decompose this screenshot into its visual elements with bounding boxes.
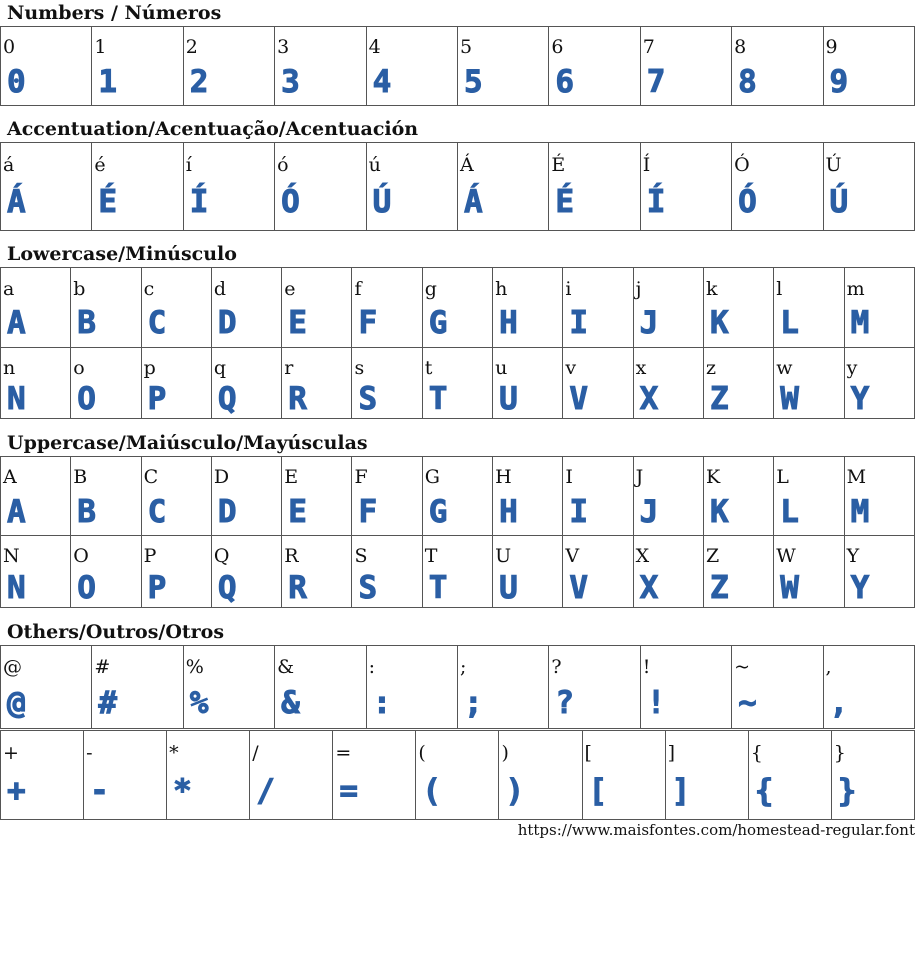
glyph-cell (71, 348, 141, 419)
glyph-cell (333, 731, 416, 820)
font-glyph-sample: M (850, 305, 870, 341)
font-glyph-sample: I (569, 494, 589, 530)
character-label: ~ (734, 656, 751, 678)
character-label: z (705, 357, 716, 379)
character-label: U (495, 545, 512, 567)
glyph-cell (1, 731, 84, 820)
character-label: 2 (185, 36, 198, 58)
font-glyph-sample: Ó (738, 184, 757, 220)
character-label: G (424, 466, 440, 488)
glyph-cell (640, 143, 731, 231)
glyph-cell (422, 457, 492, 536)
lowercase-heading: Lowercase/Minúsculo (7, 243, 237, 265)
glyph-cell (211, 536, 281, 608)
glyph-cell (844, 457, 914, 536)
character-label: x (635, 357, 647, 379)
character-label: F (354, 466, 368, 488)
glyph-cell (549, 143, 640, 231)
character-label: - (86, 742, 93, 764)
character-label: r (284, 357, 294, 379)
font-glyph-sample: ; (463, 685, 483, 721)
glyph-cell (366, 143, 457, 231)
glyph-cell (549, 27, 640, 106)
font-glyph-sample: K (709, 305, 729, 341)
glyph-cell (563, 536, 633, 608)
font-glyph-sample: N (7, 570, 26, 606)
character-label: f (354, 278, 362, 300)
character-label: É (551, 154, 566, 176)
glyph-cell (703, 457, 773, 536)
font-glyph-sample: Ú (829, 184, 849, 220)
character-label: J (635, 466, 644, 488)
character-label: k (705, 278, 718, 300)
glyph-cell (493, 348, 563, 419)
font-glyph-sample: G (428, 305, 448, 341)
glyph-cell (211, 457, 281, 536)
character-label: C (143, 466, 159, 488)
glyph-cell (141, 457, 211, 536)
character-label: Ó (734, 154, 750, 176)
font-glyph-sample: T (428, 381, 448, 417)
font-glyph-sample: 8 (738, 64, 757, 100)
glyph-cell (422, 536, 492, 608)
glyph-cell (1, 268, 71, 348)
glyph-cell (352, 536, 422, 608)
character-label: ] (667, 742, 676, 764)
font-glyph-sample: Z (709, 570, 729, 606)
glyph-cell (1, 143, 92, 231)
glyph-cell (493, 457, 563, 536)
character-label: N (3, 545, 20, 567)
font-glyph-sample: N (7, 381, 26, 417)
glyph-cell (633, 457, 703, 536)
glyph-cell (282, 536, 352, 608)
font-glyph-sample: J (639, 494, 659, 530)
glyph-cell (493, 268, 563, 348)
character-label: B (73, 466, 88, 488)
character-label: Y (846, 545, 860, 567)
font-glyph-sample: Á (463, 184, 483, 220)
character-label: u (495, 357, 508, 379)
glyph-cell (633, 536, 703, 608)
font-glyph-sample: L (780, 305, 799, 341)
character-label: o (73, 357, 85, 379)
glyph-cell (211, 348, 281, 419)
character-label: 7 (642, 36, 655, 58)
glyph-cell (640, 27, 731, 106)
character-label: : (368, 656, 375, 678)
glyph-cell (141, 268, 211, 348)
character-label: E (284, 466, 299, 488)
character-label: j (635, 278, 642, 300)
character-label: A (3, 466, 17, 488)
font-glyph-sample: W (780, 570, 799, 606)
character-label: t (424, 357, 433, 379)
character-label: i (565, 278, 572, 300)
glyph-cell (457, 646, 548, 729)
font-glyph-sample: C (147, 305, 167, 341)
character-label: T (424, 545, 438, 567)
character-label: P (143, 545, 157, 567)
character-label: 5 (459, 36, 473, 58)
character-label: 3 (277, 36, 290, 58)
font-glyph-sample: @ (7, 685, 26, 721)
font-glyph-sample: - (90, 773, 109, 809)
font-glyph-sample: [ (588, 773, 608, 809)
character-label: ! (642, 656, 651, 678)
glyph-cell (774, 268, 844, 348)
character-label: ( (418, 742, 426, 764)
character-label: y (846, 357, 858, 379)
glyph-cell (275, 143, 366, 231)
font-glyph-sample: O (77, 570, 96, 606)
glyph-cell (84, 731, 167, 820)
font-glyph-sample: 5 (463, 64, 483, 100)
numbers-row (1, 27, 915, 106)
glyph-cell (211, 268, 281, 348)
font-glyph-sample: Q (217, 570, 237, 606)
character-label: s (354, 357, 365, 379)
glyph-cell (703, 348, 773, 419)
character-label: % (185, 656, 204, 678)
character-label: H (495, 466, 512, 488)
character-label: @ (3, 656, 22, 678)
font-glyph-sample: } (837, 773, 857, 809)
font-glyph-sample: P (147, 381, 167, 417)
character-label: Z (705, 545, 720, 567)
font-glyph-sample: Z (709, 381, 729, 417)
character-label: X (635, 545, 650, 567)
font-glyph-sample: / (256, 773, 275, 809)
font-glyph-sample: X (639, 570, 659, 606)
glyph-cell (282, 348, 352, 419)
character-label: } (833, 742, 846, 764)
lowercase-row-2 (1, 348, 915, 419)
font-glyph-sample: I (569, 305, 589, 341)
font-glyph-sample: X (639, 381, 659, 417)
glyph-cell (582, 731, 665, 820)
font-glyph-sample: H (499, 494, 518, 530)
glyph-cell (141, 348, 211, 419)
glyph-cell (422, 268, 492, 348)
glyph-cell (774, 457, 844, 536)
glyph-cell (366, 27, 457, 106)
character-label: w (776, 357, 793, 379)
character-label: Q (213, 545, 230, 567)
font-glyph-sample: 7 (646, 64, 666, 100)
font-glyph-sample: % (189, 685, 209, 721)
character-label: K (705, 466, 721, 488)
glyph-cell (92, 143, 183, 231)
glyph-cell (549, 646, 640, 729)
character-label: , (825, 656, 832, 678)
glyph-cell (831, 731, 914, 820)
font-glyph-sample: : (372, 685, 392, 721)
others-grid-2 (0, 730, 915, 820)
font-glyph-sample: Y (850, 381, 870, 417)
lowercase-grid (0, 267, 915, 419)
others-row-1 (1, 646, 915, 729)
glyph-cell (774, 536, 844, 608)
character-label: & (277, 656, 295, 678)
character-label: 4 (368, 36, 381, 58)
glyph-cell (167, 731, 250, 820)
font-glyph-sample: R (288, 381, 307, 417)
glyph-cell (844, 536, 914, 608)
glyph-cell (141, 536, 211, 608)
font-glyph-sample: C (147, 494, 167, 530)
font-glyph-sample: A (7, 494, 26, 530)
font-glyph-sample: 6 (555, 64, 575, 100)
font-glyph-sample: Y (850, 570, 870, 606)
character-label: v (565, 357, 577, 379)
font-glyph-sample: E (288, 305, 307, 341)
font-glyph-sample: # (98, 685, 118, 721)
glyph-cell (71, 536, 141, 608)
font-glyph-sample: 3 (281, 64, 300, 100)
glyph-cell (275, 27, 366, 106)
character-label: p (143, 357, 156, 379)
accents-row (1, 143, 915, 231)
character-label: = (335, 742, 352, 764)
character-label: R (284, 545, 299, 567)
character-label: { (750, 742, 763, 764)
character-label: O (73, 545, 89, 567)
font-glyph-sample: L (780, 494, 799, 530)
character-label: n (3, 357, 16, 379)
character-label: ; (459, 656, 467, 678)
font-glyph-sample: Q (217, 381, 237, 417)
glyph-cell (823, 27, 914, 106)
glyph-cell (703, 536, 773, 608)
font-glyph-sample: V (569, 570, 589, 606)
font-glyph-sample: ( (422, 773, 442, 809)
glyph-cell (844, 348, 914, 419)
character-label: S (354, 545, 368, 567)
glyph-cell (352, 457, 422, 536)
glyph-cell (422, 348, 492, 419)
font-glyph-sample: + (7, 773, 26, 809)
font-glyph-sample: U (499, 381, 518, 417)
font-glyph-sample: 1 (98, 64, 118, 100)
font-glyph-sample: ! (646, 685, 666, 721)
font-glyph-sample: D (217, 494, 237, 530)
character-label: q (213, 357, 227, 379)
glyph-cell (1, 536, 71, 608)
font-glyph-sample: B (77, 305, 96, 341)
character-label: m (846, 278, 865, 300)
glyph-cell (457, 143, 548, 231)
glyph-cell (665, 731, 748, 820)
glyph-cell (250, 731, 333, 820)
lowercase-row-1 (1, 268, 915, 348)
glyph-cell (183, 143, 274, 231)
character-label: h (495, 278, 508, 300)
font-glyph-sample: É (555, 184, 575, 220)
font-glyph-sample: A (7, 305, 26, 341)
glyph-cell (563, 268, 633, 348)
glyph-cell (823, 143, 914, 231)
character-label: 9 (825, 36, 838, 58)
glyph-cell (563, 348, 633, 419)
font-glyph-sample: * (173, 773, 192, 809)
font-glyph-sample: O (77, 381, 96, 417)
font-glyph-sample: W (780, 381, 799, 417)
character-label: 8 (734, 36, 747, 58)
font-glyph-sample: Ó (281, 184, 300, 220)
character-label: + (3, 742, 19, 764)
glyph-cell (703, 268, 773, 348)
glyph-cell (1, 348, 71, 419)
glyph-cell (352, 348, 422, 419)
font-glyph-sample: , (829, 685, 849, 721)
character-label: l (776, 278, 783, 300)
uppercase-row-1 (1, 457, 915, 536)
character-label: M (846, 466, 867, 488)
character-label: ? (551, 656, 562, 678)
glyph-cell (1, 457, 71, 536)
others-heading: Others/Outros/Otros (7, 621, 225, 643)
character-label: c (143, 278, 155, 300)
font-glyph-sample: & (281, 685, 300, 721)
character-label: b (73, 278, 86, 300)
glyph-cell (183, 646, 274, 729)
font-glyph-sample: 4 (372, 64, 392, 100)
glyph-cell (416, 731, 499, 820)
glyph-cell (457, 27, 548, 106)
accents-heading: Accentuation/Acentuação/Acentuación (7, 118, 419, 140)
character-label: 0 (3, 36, 16, 58)
glyph-cell (732, 646, 823, 729)
glyph-cell (1, 646, 92, 729)
character-label: L (776, 466, 789, 488)
character-label: e (284, 278, 296, 300)
character-label: / (252, 742, 259, 764)
character-label: [ (584, 742, 592, 764)
character-label: Á (459, 154, 474, 176)
font-glyph-sample: Á (7, 184, 26, 220)
font-glyph-sample: E (288, 494, 307, 530)
numbers-heading: Numbers / Números (7, 2, 222, 24)
glyph-cell (499, 731, 582, 820)
glyph-cell (493, 536, 563, 608)
accents-grid (0, 142, 915, 231)
character-label: á (3, 154, 15, 176)
glyph-cell (823, 646, 914, 729)
character-label: Í (642, 154, 651, 176)
glyph-cell (71, 268, 141, 348)
glyph-cell (748, 731, 831, 820)
font-glyph-sample: 0 (7, 64, 26, 100)
glyph-cell (732, 27, 823, 106)
font-glyph-sample: M (850, 494, 870, 530)
character-label: ú (368, 154, 381, 176)
glyph-cell (92, 27, 183, 106)
font-glyph-sample: J (639, 305, 659, 341)
character-label: d (213, 278, 227, 300)
font-glyph-sample: R (288, 570, 307, 606)
others-row-2 (1, 731, 915, 820)
font-glyph-sample: F (358, 305, 378, 341)
glyph-cell (366, 646, 457, 729)
font-glyph-sample: ] (671, 773, 691, 809)
character-label: W (776, 545, 796, 567)
font-glyph-sample: = (339, 773, 358, 809)
font-glyph-sample: D (217, 305, 237, 341)
glyph-cell (1, 27, 92, 106)
character-label: * (169, 742, 179, 764)
glyph-cell (563, 457, 633, 536)
glyph-cell (275, 646, 366, 729)
glyph-cell (183, 27, 274, 106)
uppercase-heading: Uppercase/Maiúsculo/Mayúsculas (7, 432, 368, 454)
font-glyph-sample: Í (189, 184, 209, 220)
character-label: ) (501, 742, 509, 764)
font-glyph-sample: ) (505, 773, 525, 809)
character-label: Ú (825, 154, 842, 176)
font-glyph-sample: Ú (372, 184, 392, 220)
font-glyph-sample: G (428, 494, 448, 530)
font-glyph-sample: S (358, 570, 378, 606)
character-label: 1 (94, 36, 107, 58)
glyph-cell (282, 268, 352, 348)
font-glyph-sample: B (77, 494, 96, 530)
font-glyph-sample: K (709, 494, 729, 530)
font-glyph-sample: P (147, 570, 167, 606)
glyph-cell (71, 457, 141, 536)
font-glyph-sample: F (358, 494, 378, 530)
glyph-cell (633, 268, 703, 348)
character-label: I (565, 466, 573, 488)
font-glyph-sample: H (499, 305, 518, 341)
source-url-text: https://www.maisfontes.com/homestead-regular.font (517, 821, 915, 839)
font-glyph-sample: ? (555, 685, 575, 721)
character-label: í (185, 154, 192, 176)
character-label: a (3, 278, 15, 300)
character-label: D (213, 466, 230, 488)
glyph-cell (633, 348, 703, 419)
glyph-cell (774, 348, 844, 419)
uppercase-row-2 (1, 536, 915, 608)
glyph-cell (732, 143, 823, 231)
numbers-grid (0, 26, 915, 106)
font-glyph-sample: 9 (829, 64, 849, 100)
glyph-cell (282, 457, 352, 536)
font-glyph-sample: V (569, 381, 589, 417)
font-glyph-sample: Í (646, 184, 666, 220)
character-label: é (94, 154, 106, 176)
font-glyph-sample: { (754, 773, 774, 809)
glyph-cell (640, 646, 731, 729)
font-glyph-sample: ~ (738, 685, 757, 721)
glyph-cell (352, 268, 422, 348)
uppercase-grid (0, 456, 915, 608)
font-glyph-sample: 2 (189, 64, 209, 100)
font-glyph-sample: U (499, 570, 518, 606)
character-label: ó (277, 154, 289, 176)
character-label: g (424, 278, 437, 300)
font-glyph-sample: S (358, 381, 378, 417)
character-label: V (565, 545, 580, 567)
character-label: 6 (551, 36, 564, 58)
glyph-cell (92, 646, 183, 729)
others-grid-1 (0, 645, 915, 729)
font-glyph-sample: T (428, 570, 448, 606)
font-glyph-sample: É (98, 184, 118, 220)
character-label: # (94, 656, 111, 678)
glyph-cell (844, 268, 914, 348)
